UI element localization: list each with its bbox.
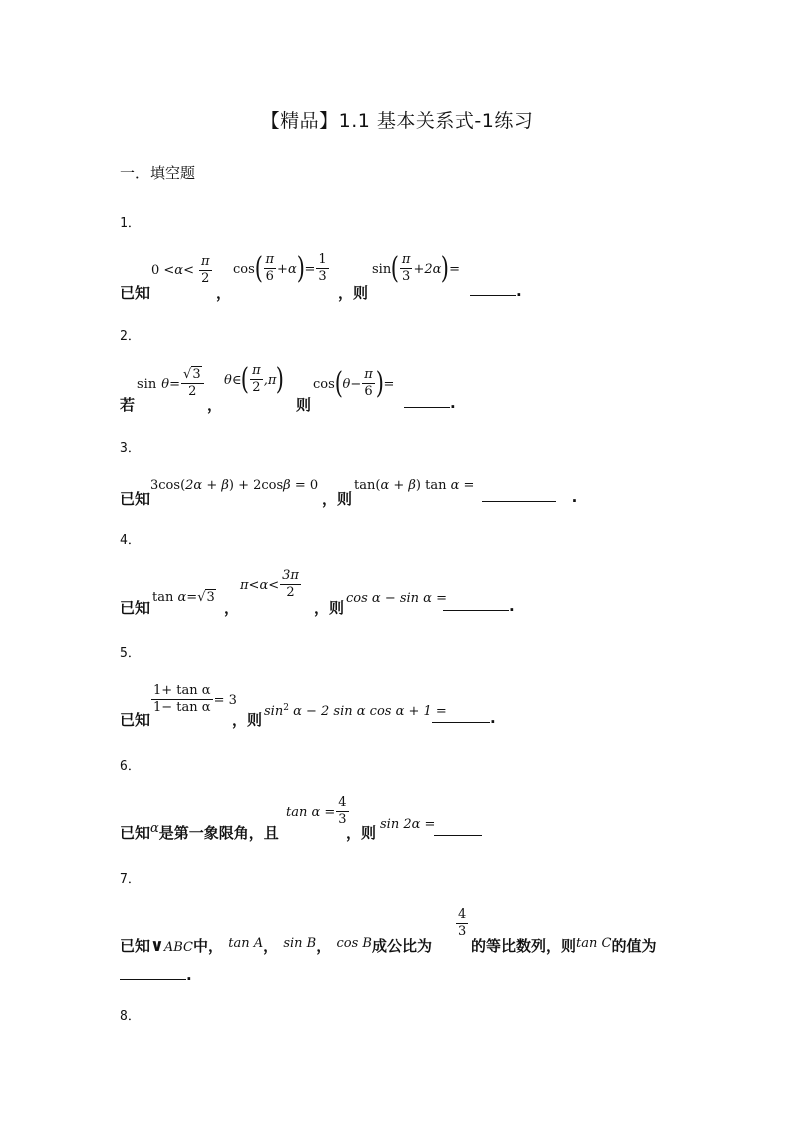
q7-line: 已知∨ABC中， tan A， sin B， cos B成公比为 bbox=[120, 936, 432, 956]
q2-domain: θ∈( $\frac{\pi}{2}$ ,π) bbox=[224, 361, 285, 397]
q2-sin-expr: sin θ= $\frac{√3}{2}$ bbox=[137, 367, 205, 400]
q1-range: 0 <α< bbox=[151, 263, 194, 278]
q1-sin-expr: sin( $\frac{\pi}{3}$ +2α)= bbox=[372, 250, 461, 286]
q1-frac-pi2: $\frac{\pi}{2}$ bbox=[201, 254, 210, 286]
q2-cos-expr: cos(θ− $\frac{\pi}{6}$ )= bbox=[313, 365, 395, 401]
q1-then: ，则 bbox=[338, 284, 369, 302]
q5-answer-blank[interactable]: . bbox=[432, 709, 496, 727]
q4-range: π<α< $\frac{3\pi}{2}$ bbox=[240, 568, 299, 600]
question-number: 4． bbox=[120, 533, 141, 548]
question-number: 2． bbox=[120, 329, 141, 344]
question-number: 3． bbox=[120, 441, 141, 456]
q4-tan-expr: tan α=√3 bbox=[152, 590, 215, 605]
q4-comma: ， bbox=[224, 599, 240, 617]
question-number: 8． bbox=[120, 1009, 141, 1024]
q5-target-expr: $\sin^2 \alpha - 2$ sin α cos α + 1 = bbox=[264, 703, 447, 719]
q7-line-end: 的等比数列，则tan C的值为 bbox=[471, 936, 657, 955]
q3-target-expr: tan(α + β) tan α = bbox=[354, 478, 475, 493]
q2-answer-blank[interactable]: . bbox=[404, 394, 456, 412]
q2-then: 则 bbox=[296, 396, 312, 414]
q6-target-expr: sin 2α = bbox=[380, 817, 436, 832]
q5-condition: $\frac{\text{1+ tan α}}{\text{1− tan α}}$ = 3 bbox=[153, 683, 237, 715]
q6-then: ，则 bbox=[346, 824, 377, 842]
q4-answer-blank[interactable]: . bbox=[443, 597, 515, 615]
q4-prefix: 已知 bbox=[120, 599, 151, 617]
q5-then: ，则 bbox=[232, 711, 263, 729]
q7-ratio: $\frac{4}{3}$ bbox=[458, 907, 467, 939]
q2-prefix: 若 bbox=[120, 396, 136, 414]
q6-tan-expr: tan α = $\frac{4}{3}$ bbox=[286, 795, 347, 827]
q6-answer-blank[interactable] bbox=[434, 822, 482, 840]
q1-cos-expr: cos( $\frac{\pi}{6}$ +α)= $\frac{1}{3}$ bbox=[233, 250, 327, 286]
q6-prefix: 已知α是第一象限角，且 bbox=[120, 821, 279, 842]
q2-comma: ， bbox=[207, 396, 223, 414]
question-number: 7． bbox=[120, 872, 141, 887]
question-number: 6． bbox=[120, 759, 141, 774]
q1-prefix: 已知 bbox=[120, 284, 151, 302]
q1-answer-blank[interactable]: . bbox=[470, 282, 522, 300]
q7-answer-blank[interactable]: . bbox=[120, 966, 192, 984]
q4-target-expr: cos α − sin α = bbox=[346, 591, 447, 606]
q4-then: ，则 bbox=[314, 599, 345, 617]
q3-answer-blank[interactable]: . bbox=[482, 488, 577, 506]
q1-comma: ， bbox=[216, 284, 232, 302]
document-title: 【精品】1.1 基本关系式-1练习 bbox=[260, 110, 534, 132]
question-number: 1． bbox=[120, 216, 141, 231]
q5-prefix: 已知 bbox=[120, 711, 151, 729]
section-heading: 一．填空题 bbox=[120, 164, 196, 182]
q3-condition: 3cos(2α + β) + 2cosβ = 0 bbox=[150, 478, 319, 493]
q3-then: ，则 bbox=[322, 490, 353, 508]
question-number: 5． bbox=[120, 646, 141, 661]
q3-prefix: 已知 bbox=[120, 490, 151, 508]
